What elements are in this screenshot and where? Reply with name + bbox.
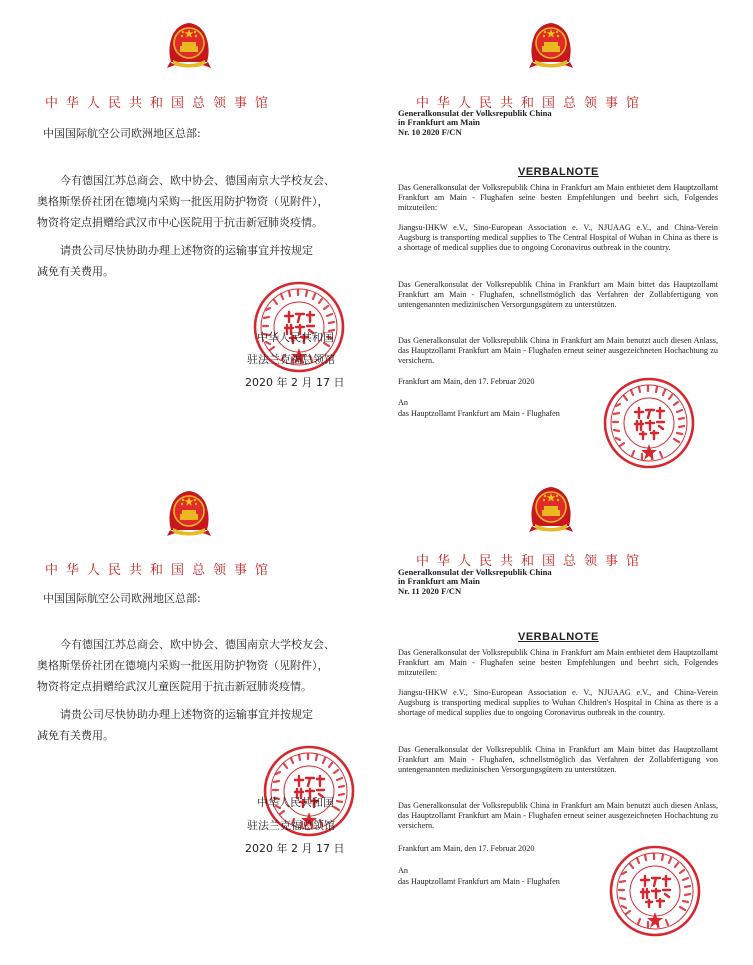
national-emblem-icon: [527, 18, 575, 70]
signature-line: 中华人民共和国: [257, 331, 334, 344]
paragraph: Das Generalkonsulat der Volksrepublik China in Frankfurt am Main benutzt auch diesen Anlass, das Hauptzollamt Frankfurt am Main - Flughafen erneut seiner ausgezeichneten Hochachtung zu versichern.: [398, 801, 718, 831]
consulate-seal-icon: [608, 844, 702, 938]
paragraph: Das Generalkonsulat der Volksrepublik China in Frankfurt am Main bittet das Hauptzollamt Frankfurt am Main - Flughafen, schnellstmöglich das Verfahren der Zollabfertigung von untengenannten medizinischen Versorgungsgütern zu unterstützen.: [398, 745, 718, 775]
request-line: 请贵公司尽快协助办理上述物资的运输事宜并按规定: [60, 708, 313, 721]
consulate-header: 中华人民共和国总领事馆: [45, 96, 277, 111]
letter-cn-1: [0, 0, 376, 482]
note-number: Nr. 10 2020 F/CN: [398, 127, 462, 137]
recipient-label: An: [398, 866, 409, 875]
recipient-label: An: [398, 398, 409, 407]
sender-line: in Frankfurt am Main: [398, 576, 480, 586]
date: Frankfurt am Main, den 17. Februar 2020: [398, 844, 535, 853]
note-title: VERBALNOTE: [518, 631, 599, 643]
national-emblem-icon: [527, 482, 575, 534]
paragraph: Das Generalkonsulat der Volksrepublik China in Frankfurt am Main entbietet dem Hauptzollamt Frankfurt am Main - Flughafen seine besten Empfehlungen und beehrt sich, Folgendes mitzuteilen:: [398, 648, 718, 678]
recipient: das Hauptzollamt Frankfurt am Main - Flughafen: [398, 877, 560, 886]
body-line: 今有德国江苏总商会、欧中协会、德国南京大学校友会、: [60, 638, 335, 651]
request-line: 减免有关费用。: [37, 729, 114, 742]
body-line: 物资将定点捐赠给武汉市中心医院用于抗击新冠肺炎疫情。: [37, 216, 323, 229]
verbal-note-2: [376, 482, 752, 964]
body-line: 今有德国江苏总商会、欧中协会、德国南京大学校友会、: [60, 174, 335, 187]
request-line: 请贵公司尽快协助办理上述物资的运输事宜并按规定: [60, 244, 313, 257]
national-emblem-icon: [165, 18, 213, 70]
sender-line: Generalkonsulat der Volksrepublik China: [398, 108, 552, 118]
sender-line: Generalkonsulat der Volksrepublik China: [398, 567, 552, 577]
consulate-header: 中华人民共和国总领事馆: [45, 563, 277, 578]
body-line: 奥格斯堡侨社团在德境内采购一批医用防护物资（见附件），: [37, 659, 329, 672]
body-line: 物资将定点捐赠给武汉儿童医院用于抗击新冠肺炎疫情。: [37, 680, 312, 693]
date: Frankfurt am Main, den 17. Februar 2020: [398, 377, 535, 386]
recipient: das Hauptzollamt Frankfurt am Main - Flughafen: [398, 409, 560, 418]
date: 2020 年 2 月 17 日: [245, 376, 345, 389]
consulate-header: 中华人民共和国总领事馆: [416, 96, 648, 111]
note-title: VERBALNOTE: [518, 166, 599, 178]
addressee: 中国国际航空公司欧洲地区总部:: [43, 127, 201, 140]
note-number: Nr. 11 2020 F/CN: [398, 586, 462, 596]
request-line: 减免有关费用。: [37, 265, 114, 278]
national-emblem-icon: [165, 486, 213, 538]
consulate-header: 中华人民共和国总领事馆: [416, 554, 648, 569]
body-line: 奥格斯堡侨社团在德境内采购一批医用防护物资（见附件），: [37, 195, 329, 208]
paragraph: Das Generalkonsulat der Volksrepublik China in Frankfurt am Main bittet das Hauptzollamt Frankfurt am Main - Flughafen, schnellstmöglich das Verfahren der Zollabfertigung von untengenannten medizinischen Versorgungsgütern zu unterstützen.: [398, 280, 718, 310]
date: 2020 年 2 月 17 日: [245, 842, 345, 855]
signature-line: 驻法兰克福总领馆: [247, 819, 335, 832]
paragraph: Jiangsu-IHKW e.V., Sino-European Association e. V., NJUAAG e.V., and China-Verein Augsburg is transporting medical supplies to The Central Hospital of Wuhan in China as there is a shortage of medical supplies due to ongoing Coronavirus outbreak in the country.: [398, 223, 718, 253]
paragraph: Jiangsu-IHKW e.V., Sino-European Association e. V., NJUAAG e.V., and China-Verein Augsburg is transporting medical supplies to Wuhan Children's Hospital in China as there is a shortage of medical supplies due to ongoing Coronavirus outbreak in the country.: [398, 688, 718, 718]
paragraph: Das Generalkonsulat der Volksrepublik China in Frankfurt am Main entbietet dem Hauptzollamt Frankfurt am Main - Flughafen seine besten Empfehlungen und beehrt sich, Folgendes mitzuteilen:: [398, 183, 718, 213]
addressee: 中国国际航空公司欧洲地区总部:: [43, 592, 201, 605]
paragraph: Das Generalkonsulat der Volksrepublik China in Frankfurt am Main benutzt auch diesen Anlass, das Hauptzollamt Frankfurt am Main - Flughafen erneut seiner ausgezeichneten Hochachtung zu versichern.: [398, 336, 718, 366]
signature-line: 驻法兰克福总领馆: [247, 353, 335, 366]
consulate-seal-icon: [602, 376, 696, 470]
letter-cn-2: [0, 482, 376, 964]
signature-line: 中华人民共和国: [257, 796, 334, 809]
verbal-note-1: [376, 0, 752, 482]
sender-line: in Frankfurt am Main: [398, 117, 480, 127]
